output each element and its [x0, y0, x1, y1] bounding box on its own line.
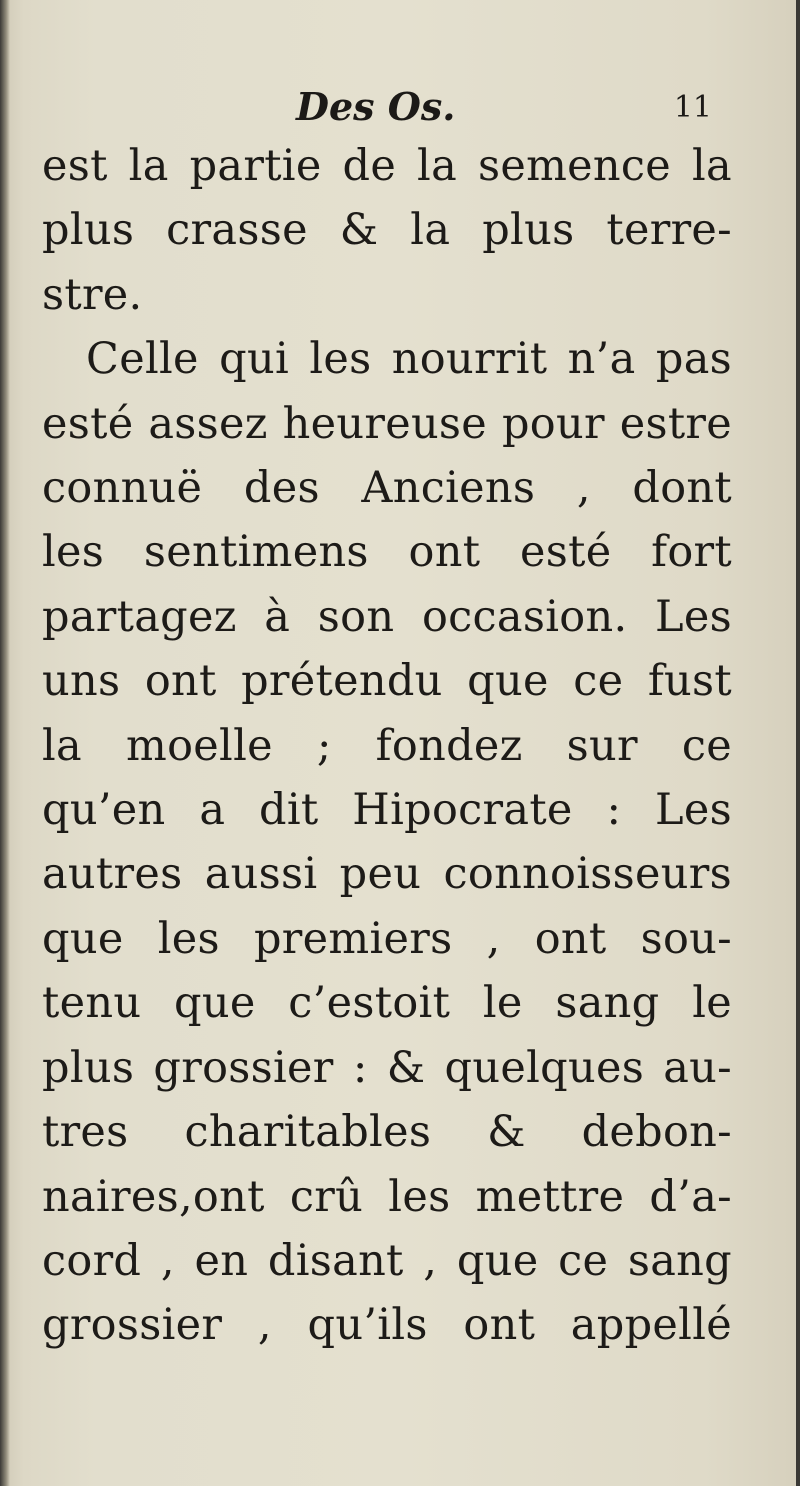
text-line: connuë des Anciens , dont	[42, 463, 732, 514]
running-title: Des Os.	[296, 84, 456, 129]
text-line: les sentimens ont esté fort	[42, 527, 732, 578]
text-line: que les premiers , ont sou-	[42, 913, 732, 964]
text-line: stre.	[42, 269, 143, 320]
text-line: Celle qui les nourrit n’a pas	[86, 334, 732, 385]
text-line: qu’en a dit Hipocrate : Les	[42, 785, 732, 836]
text-line: naires,ont crû les mettre d’a-	[42, 1171, 732, 1222]
text-line: grossier , qu’ils ont appellé	[42, 1300, 732, 1351]
page-number: 11	[673, 90, 712, 125]
text-line: plus grossier : & quelques au-	[42, 1042, 732, 1093]
body-text	[42, 134, 732, 1358]
text-line: tenu que c’estoit le sang le	[42, 978, 732, 1029]
text-line: est la partie de la semence la	[42, 141, 732, 191]
text-line: cord , en disant , que ce sang	[42, 1235, 732, 1286]
text-line: plus crasse & la plus terre-	[42, 205, 732, 256]
text-line: uns ont prétendu que ce fust	[42, 656, 732, 707]
text-line: esté assez heureuse pour estre	[42, 398, 732, 449]
text-line: partagez à son occasion. Les	[42, 591, 732, 642]
text-line: tres charitables & debon-	[42, 1107, 732, 1158]
text-line: la moelle ; fondez sur ce	[42, 720, 732, 771]
text-line: autres aussi peu connoisseurs	[42, 849, 732, 900]
